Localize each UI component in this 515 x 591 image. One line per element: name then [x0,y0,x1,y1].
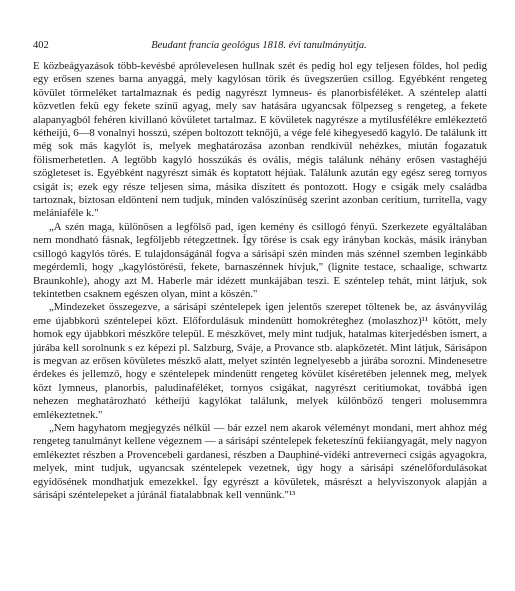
paragraph: „A szén maga, különösen a legfölső pad, igen kemény és csillogó fényű. Szerkezete egyáltalában nem mondható fásnak, legföljebb rétegzettnek. Így törése is csak egy irányban kockás, másik irányban csillogó kagylós törés. E tulajdonságánál fogva a sárisápi szén minden más szénnel szemben leginkább megérdemli, hogy „kagylóstörésű, fekete, barnaszénnek hívjuk," (lignite testace, schaalige, schwartz Braunkohle), ahogy azt M. Haberle már idézett munkájában teszi. E széntelep tehát, mint látjuk, sok tekintetben csaknem egészen olyan, mint a köszén." [33,220,487,300]
paragraph: E közbeágyazások több-kevésbé aprólevelesen hullnak szét és pedig hol egy teljesen földes, hol pedig egy erősen szenes barna anyaggá, mely kagylósan törik és üvegszerűen csillog. Egyébként rengeteg kövület törmeléket tartalmaznak és pedig nagyrészt lymneus- és planorbisféléket. A széntelep alatti közvetlen fekü egy fekete színű agyag, mely sav hatására ugyancsak fölpezseg s rengeteg, a fekete alapanyagból fehéren kivillanó kövületet tartalmaz. E kövületek nagyrésze a mytilusfélékre emlékeztető kétheíjú, 6—8 vonalnyi hosszú, szépen boltozott teknőjű, a vége felé kihegyesedő kagyló. De találunk itt még sok más kagylót is, melyek meghatározása azonban rendkívül nehézkes, miután fogazatuk fölismerhetetlen. A legtöbb kagyló hosszúkás és ovális, mégis találunk néhány erősen vastaghéjú szögleteset is. Egyébként nagyrészt simák és koptatott héjúak. Találunk azután egy egész sereg tornyos csigát is; ezek egy része teljesen sima, másika díszített és pontozott. Hogy e csigák mely családba tartoznak, biztosan eldönteni nem tudjuk, minden valószínűség szerint azonban cerítium, turritella, vagy melániaféle k." [33,60,487,220]
paragraph: „Nem hagyhatom megjegyzés nélkül — bár ezzel nem akarok véleményt mondani, mert ahhoz még rengeteg tanulmányt kellene végeznem — a sárisápi széntelepek feketeszínű fekiiangyagát, mely nagyon emlékeztet részben a Provencebeli gardanesi, részben a Dauphiné-vidéki antreverneci csigás agyagokra, melyek, mint tudjuk, ugyancsak széntelepek vezetnek, úgy hogy a sárisápi szénelőfordulásokat egyidősének mondhatjuk emezekkel. Így egyrészt a kövületek, másrészt a helyviszonyok alapján a sárisápi széntelepeket a júránál fiatalabbnak kell vennünk."¹³ [33,421,487,501]
paragraph: „Mindezeket összegezve, a sárisápi széntelepek igen jelentős szerepet töltenek be, az ásványvilág eme újabbkorú széntelepei közt. Előfordulásuk mindenütt homokréteghez (molaszhoz)¹¹ kötött, mely homok egy újabbkori mészkőre települ. E mészkövet, mely mint tudjuk, hatalmas kiterjedésben ismert, a júrába kell sorolnunk s ez képezi pl. Salzburg, Sváje, a Provance stb. alapkőzetét. Mint látjuk, Sárisápon is megvan az erősen kövületes mészkő alatt, melyet szintén legnelyesebb a júrába sorozni. Mindenesetre érdekes és jellemző, hogy e széntelepek mindenütt rengeteg kövület kíséretében jelennek meg, melyek közt lymneus, planorbis, paludinaféléket, tornyos csigákat, nagyrészt ceritiumokat, továbbá igen nehezen meghatározható kétheíjú kagylókat találunk, melyek különböző tengeri molusemmra emlékeztetnek." [33,301,487,421]
body-text [33,60,487,502]
running-head: Beudant francia geológus 1818. évi tanulmányútja. [151,40,367,51]
page-number: 402 [33,40,49,51]
page-header [33,39,485,53]
